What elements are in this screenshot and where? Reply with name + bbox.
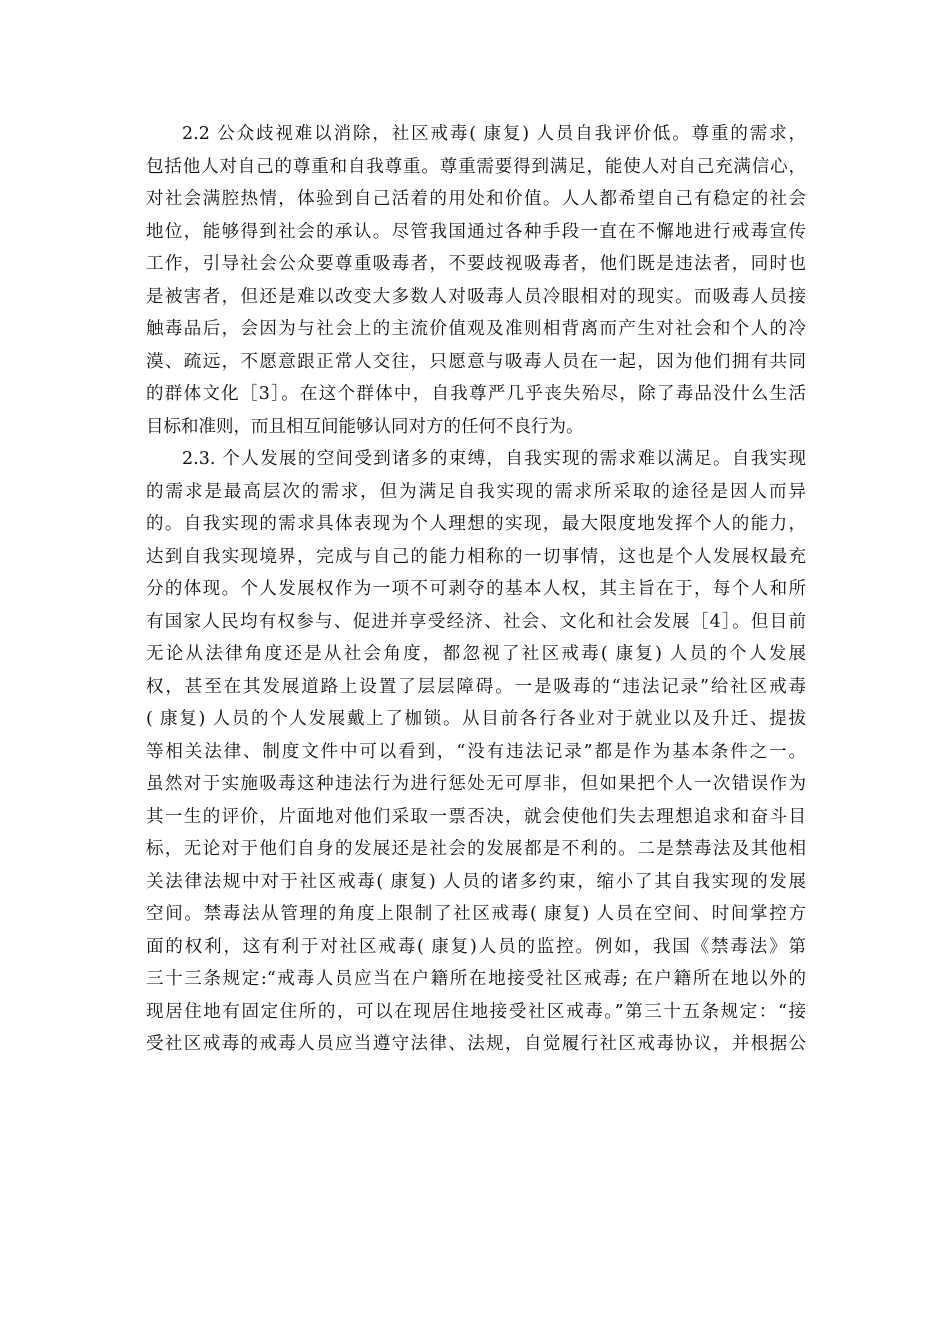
paragraph-2-2 [146,118,806,443]
text-line: 是被害者，但还是难以改变大多数人对吸毒人员冷眼相对的现实。而吸毒人员接 [146,286,806,307]
text-line: 的需求是最高层次的需求，但为满足自我实现的需求所采取的途径是因人而异 [146,481,806,502]
text-line: 漠、疏远，不愿意跟正常人交往，只愿意与吸毒人员在一起，因为他们拥有共同 [146,351,806,372]
text-line: 虽然对于实施吸毒这种违法行为进行惩处无可厚非，但如果把个人一次错误作为 [146,774,806,794]
text-line: 关法律法规中对于社区戒毒( 康复) 人员的诸多约束，缩小了其自我实现的发展 [146,871,806,892]
text-line: ( 康复) 人员的个人发展戴上了枷锁。从目前各行各业对于就业以及升迁、提拔 [146,709,806,729]
text-line: 的群体文化［3］。在这个群体中，自我尊严几乎丧失殆尽，除了毒品没什么生活 [146,384,806,404]
text-line: 受社区戒毒的戒毒人员应当遵守法律、法规，自觉履行社区戒毒协议，并根据公 [146,1034,806,1054]
text-line: 达到自我实现境界，完成与自己的能力相称的一切事情，这也是个人发展权最充 [146,546,806,567]
text-line: 现居住地有固定住所的，可以在现居住地接受社区戒毒。”第三十五条规定：“接 [146,1001,806,1022]
document-page [146,118,806,1061]
text-line: 地位，能够得到社会的承认。尽管我国通过各种手段一直在不懈地进行戒毒宣传 [146,221,806,242]
text-line: 目标和准则，而且相互间能够认同对方的任何不良行为。 [146,416,584,437]
text-line: 2.3. 个人发展的空间受到诸多的束缚，自我实现的需求难以满足。自我实现 [182,449,806,469]
text-line: 面的权利，这有利于对社区戒毒( 康复)人员的监控。例如，我国《禁毒法》第 [146,936,806,957]
text-line: 的。自我实现的需求具体表现为个人理想的实现，最大限度地发挥个人的能力， [146,514,806,534]
text-line: 空间。禁毒法从管理的角度上限制了社区戒毒( 康复) 人员在空间、时间掌控方 [146,904,806,924]
text-line: 三十三条规定:“戒毒人员应当在户籍所在地接受社区戒毒; 在户籍所在地以外的 [146,969,806,989]
text-line: 对社会满腔热情，体验到自己活着的用处和价值。人人都希望自己有稳定的社会 [146,189,806,209]
paragraph-2-3 [146,443,806,1061]
text-line: 权，甚至在其发展道路上设置了层层障碍。一是吸毒的“违法记录”给社区戒毒 [146,676,806,697]
text-line: 等相关法律、制度文件中可以看到，“没有违法记录”都是作为基本条件之一。 [146,741,806,762]
text-line: 触毒品后，会因为与社会上的主流价值观及准则相背离而产生对社会和个人的冷 [146,319,806,339]
text-line: 有国家人民均有权参与、促进并享受经济、社会、文化和社会发展［4］。但目前 [146,611,806,632]
text-line: 2.2 公众歧视难以消除，社区戒毒( 康复) 人员自我评价低。尊重的需求， [182,124,806,144]
text-line: 无论从法律角度还是从社会角度，都忽视了社区戒毒( 康复) 人员的个人发展 [146,644,806,664]
text-line: 工作，引导社会公众要尊重吸毒者，不要歧视吸毒者，他们既是违法者，同时也 [146,254,806,274]
text-line: 分的体现。个人发展权作为一项不可剥夺的基本人权，其主旨在于，每个人和所 [146,579,806,599]
text-line: 包括他人对自己的尊重和自我尊重。尊重需要得到满足，能使人对自己充满信心， [146,156,806,177]
text-line: 其一生的评价，片面地对他们采取一票否决，就会使他们失去理想追求和奋斗目 [146,806,806,827]
text-line: 标，无论对于他们自身的发展还是社会的发展都是不利的。二是禁毒法及其他相 [146,839,806,859]
